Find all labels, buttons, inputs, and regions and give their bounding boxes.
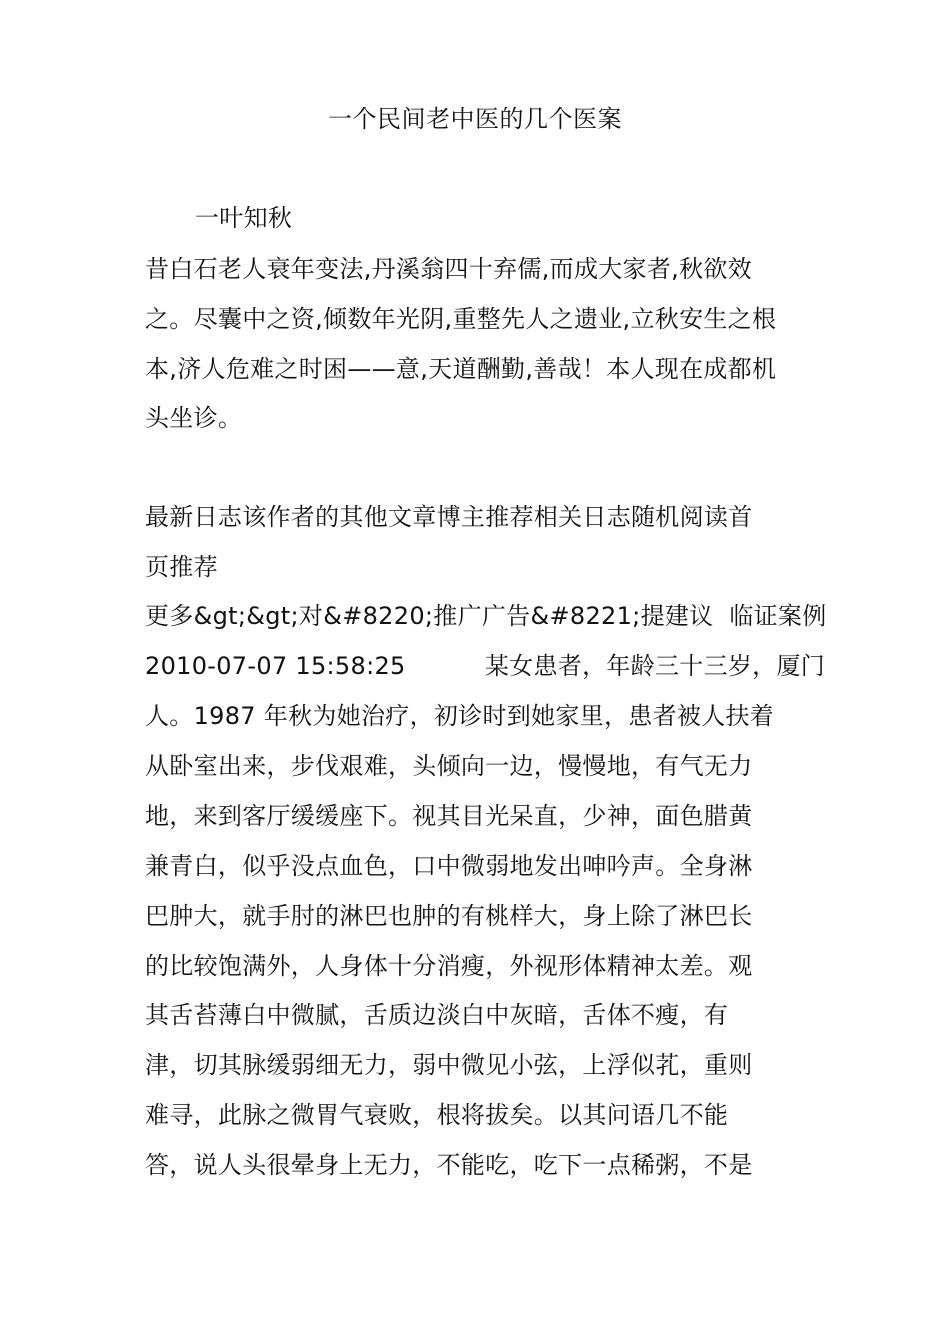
- intro-line: 昔白石老人衰年变法,丹溪翁四十弃儒,而成大家者,秋欲效: [145, 255, 752, 283]
- document-title: 一个民间老中医的几个医案: [328, 105, 622, 133]
- case-line: 巴肿大，就手肘的淋巴也肿的有桃样大，身上除了淋巴长: [145, 902, 753, 930]
- case-line: 津，切其脉缓弱细无力，弱中微见小弦，上浮似芤，重则: [145, 1051, 753, 1079]
- nav-line: 更多&gt;&gt;对&#8220;推广广告&#8221;提建议 临证案例: [145, 602, 827, 630]
- case-line: 从卧室出来，步伐艰难，头倾向一边，慢慢地，有气无力: [145, 752, 753, 780]
- case-line: 的比较饱满外，人身体十分消瘦，外视形体精神太差。观: [145, 952, 753, 980]
- case-line: 地，来到客厅缓缓座下。视其目光呆直，少神，面色腊黄: [145, 802, 753, 830]
- case-line: 2010-07-07 15:58:25 某女患者，年龄三十三岁，厦门: [145, 652, 826, 680]
- intro-line: 之。尽囊中之资,倾数年光阴,重整先人之遗业,立秋安生之根: [145, 305, 777, 333]
- case-line: 其舌苔薄白中微腻，舌质边淡白中灰暗，舌体不瘦，有: [145, 1001, 729, 1029]
- case-line: 难寻，此脉之微胃气衰败，根将拔矣。以其问语几不能: [145, 1101, 729, 1129]
- case-line: 答，说人头很晕身上无力，不能吃，吃下一点稀粥，不是: [145, 1151, 753, 1179]
- intro-line: 本,济人危难之时困——意,天道酬勤,善哉！本人现在成都机: [145, 355, 777, 383]
- case-line: 兼青白，似乎没点血色，口中微弱地发出呻吟声。全身淋: [145, 852, 753, 880]
- case-line: 人。1987 年秋为她治疗，初诊时到她家里，患者被人扶着: [145, 702, 775, 730]
- author-name: 一叶知秋: [195, 204, 293, 232]
- nav-line: 最新日志该作者的其他文章博主推荐相关日志随机阅读首: [145, 503, 753, 531]
- intro-line: 头坐诊。: [145, 404, 243, 432]
- nav-line: 页推荐: [145, 553, 218, 581]
